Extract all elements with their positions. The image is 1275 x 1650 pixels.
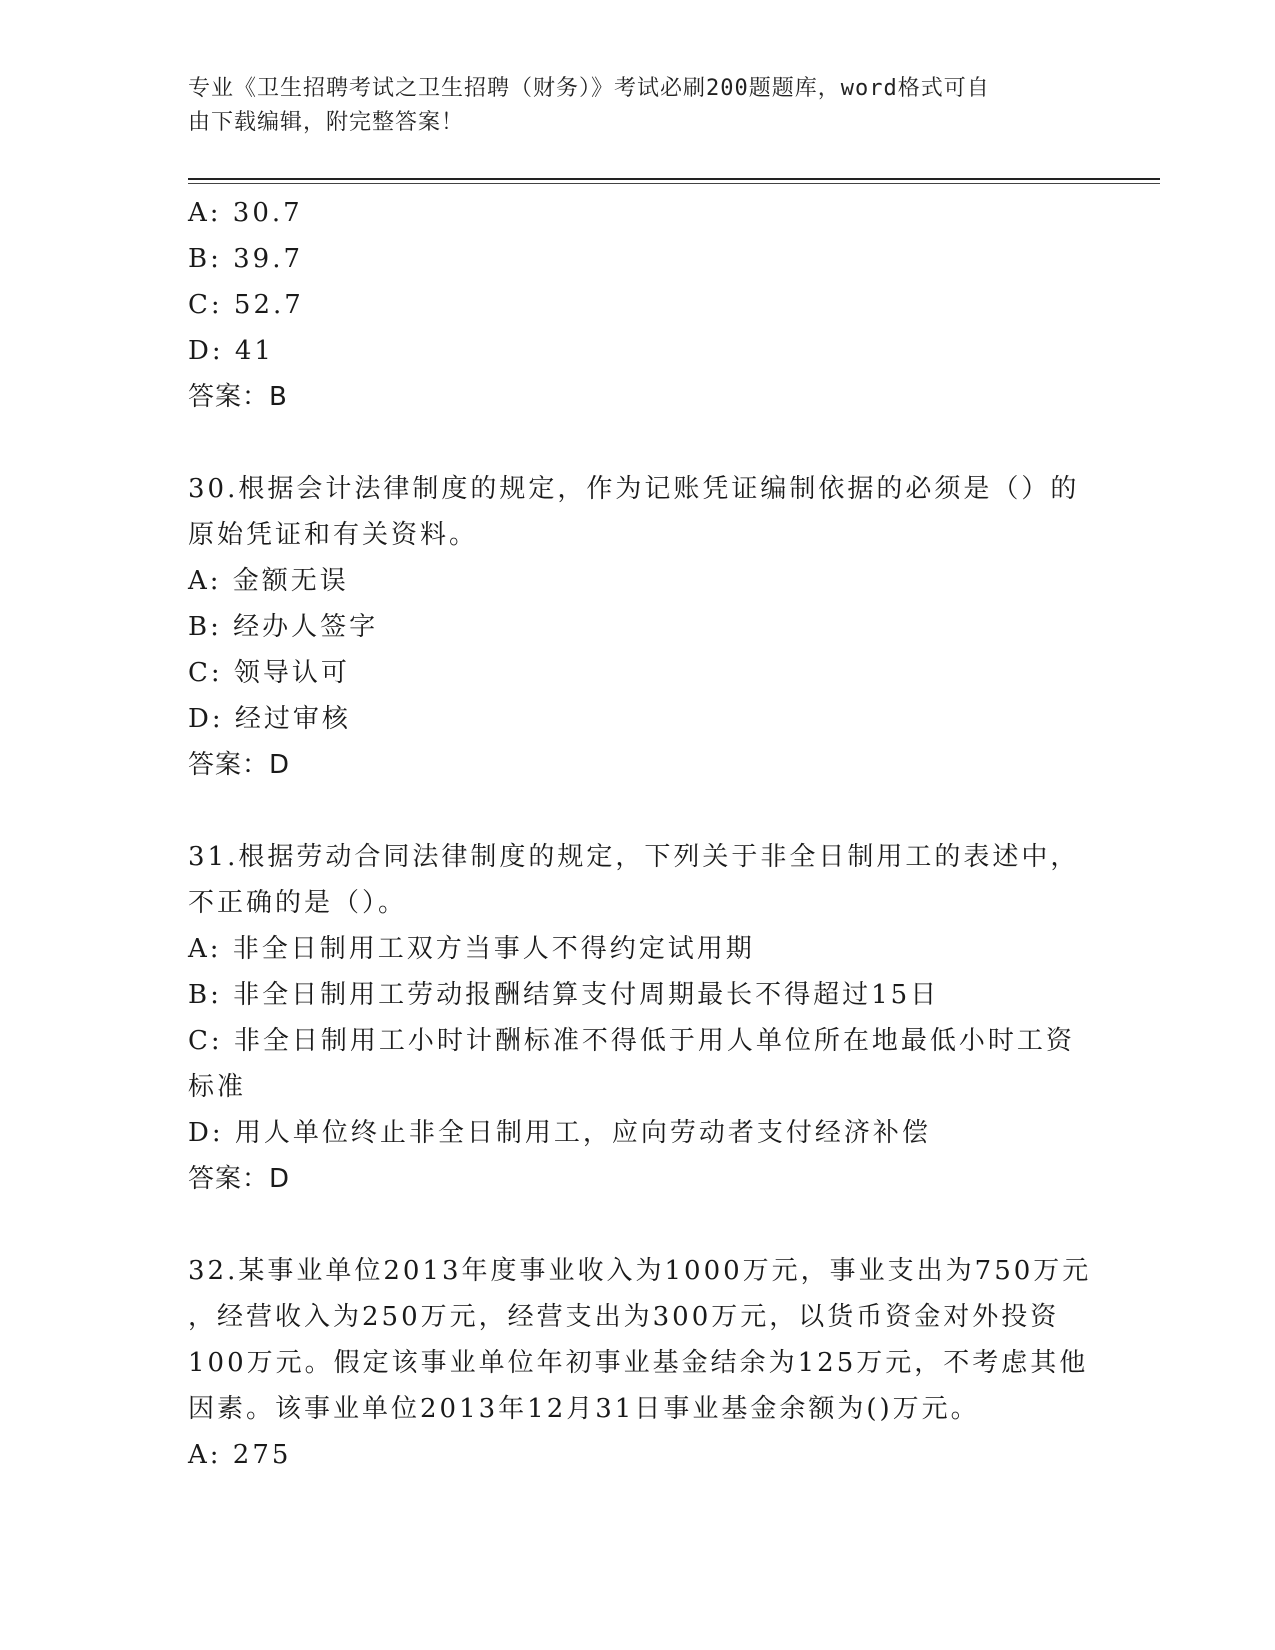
option-b: B: 39.7	[188, 244, 304, 274]
option-c-continued: 标准	[188, 1072, 247, 1102]
option-d: D: 用人单位终止非全日制用工，应向劳动者支付经济补偿	[188, 1118, 931, 1148]
answer-line: 答案：D	[188, 1164, 291, 1194]
header-divider-thick	[188, 178, 1160, 180]
answer-line: 答案：D	[188, 750, 291, 780]
option-a: A: 275	[188, 1440, 292, 1470]
option-c: C: 非全日制用工小时计酬标准不得低于用人单位所在地最低小时工资	[188, 1026, 1075, 1056]
question-31	[188, 834, 1088, 1202]
document-header	[188, 72, 1068, 140]
option-a: A: 金额无误	[188, 566, 349, 596]
option-a: A: 非全日制用工双方当事人不得约定试用期	[188, 934, 755, 964]
question-stem-line: ，经营收入为250万元，经营支出为300万元，以货币资金对外投资	[188, 1302, 1060, 1332]
option-c: C: 52.7	[188, 290, 304, 320]
header-line-2: 由下载编辑，附完整答案！	[188, 110, 465, 135]
spacer	[188, 420, 1088, 466]
spacer	[188, 1202, 1088, 1248]
option-b: B: 非全日制用工劳动报酬结算支付周期最长不得超过15日	[188, 980, 940, 1010]
answer-line: 答案：B	[188, 382, 288, 412]
spacer	[188, 788, 1088, 834]
option-d: D: 经过审核	[188, 704, 351, 734]
question-stem-line: 不正确的是（）。	[188, 888, 408, 918]
option-b: B: 经办人签字	[188, 612, 379, 642]
question-30	[188, 466, 1088, 788]
option-a: A: 30.7	[188, 198, 303, 228]
question-29	[188, 190, 1088, 420]
question-stem-line: 31.根据劳动合同法律制度的规定，下列关于非全日制用工的表述中，	[188, 842, 1080, 872]
question-stem-line: 因素。该事业单位2013年12月31日事业基金余额为()万元。	[188, 1394, 980, 1424]
header-divider-thin	[188, 183, 1160, 184]
option-c: C: 领导认可	[188, 658, 350, 688]
question-stem-line: 100万元。假定该事业单位年初事业基金结余为125万元，不考虑其他	[188, 1348, 1089, 1378]
header-line-1: 专业《卫生招聘考试之卫生招聘（财务）》考试必刷200题题库，word格式可自	[188, 76, 990, 101]
option-d: D: 41	[188, 336, 274, 366]
question-stem-line: 原始凭证和有关资料。	[188, 520, 479, 550]
question-32	[188, 1248, 1092, 1478]
question-stem-line: 32.某事业单位2013年度事业收入为1000万元，事业支出为750万元	[188, 1256, 1092, 1286]
question-stem-line: 30.根据会计法律制度的规定，作为记账凭证编制依据的必须是（）的	[188, 474, 1080, 504]
question-list	[188, 190, 1092, 1478]
